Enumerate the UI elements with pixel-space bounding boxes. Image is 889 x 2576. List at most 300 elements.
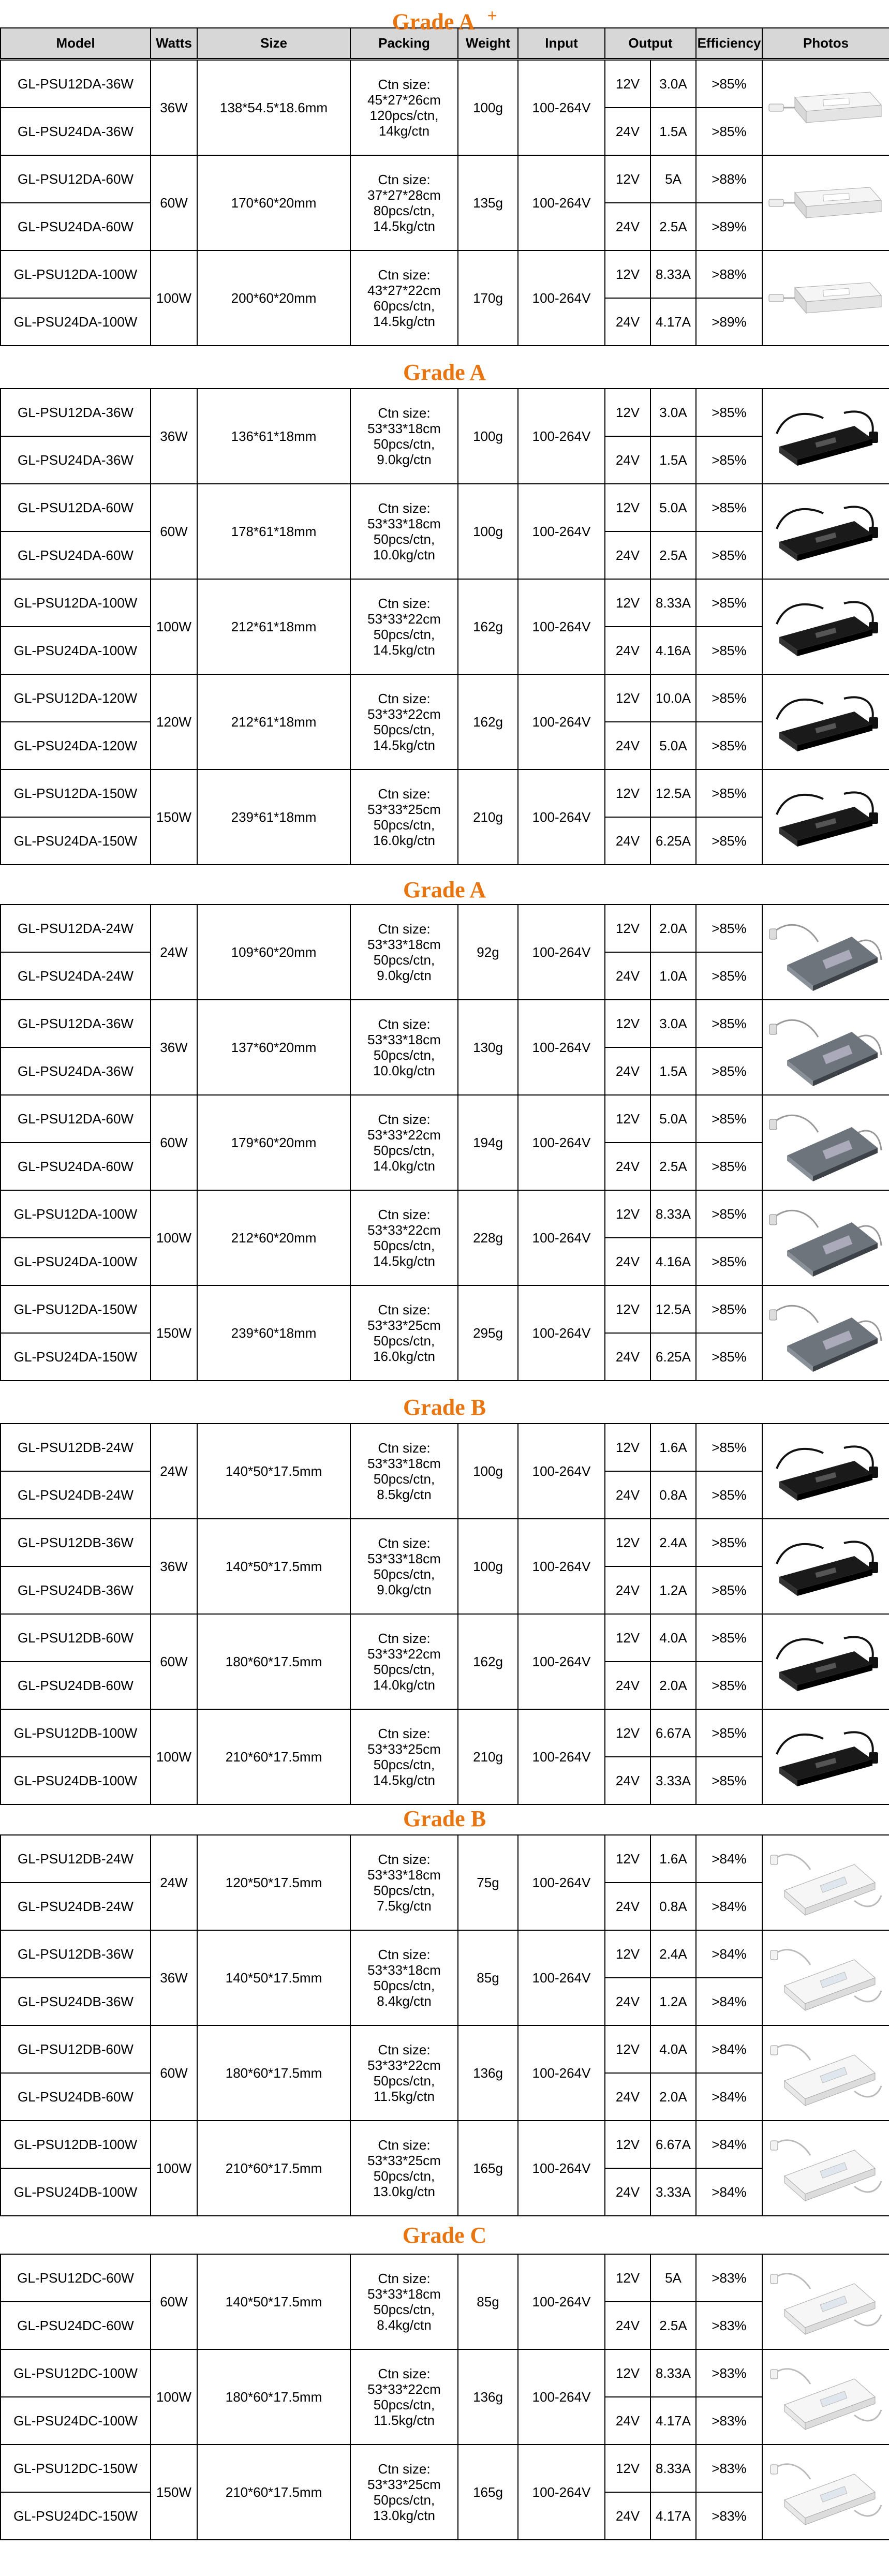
model-cell: GL-PSU24DA-150W <box>1 817 151 865</box>
packing-cell <box>350 250 458 346</box>
packing-line: Ctn size: <box>378 596 431 611</box>
efficiency-cell: >85% <box>696 722 762 769</box>
header-efficiency: Efficiency <box>696 28 762 58</box>
voltage-cell: 12V <box>605 1930 650 1978</box>
voltage-cell: 24V <box>605 2302 650 2349</box>
watts-cell: 100W <box>151 579 197 674</box>
spec-table <box>0 1423 889 1805</box>
current-cell: 2.0A <box>650 905 696 952</box>
model-cell: GL-PSU24DA-60W <box>1 203 151 250</box>
current-cell: 4.0A <box>650 1614 696 1662</box>
input-cell: 100-264V <box>518 1519 605 1614</box>
efficiency-cell: >85% <box>696 389 762 436</box>
packing-line: Ctn size: <box>378 1440 431 1456</box>
voltage-cell: 12V <box>605 1519 650 1566</box>
weight-cell: 210g <box>458 1709 518 1804</box>
model-cell: GL-PSU12DB-60W <box>1 2025 151 2073</box>
packing-line: 53*33*25cm <box>367 1317 441 1333</box>
packing-cell <box>350 2025 458 2121</box>
packing-line: 80pcs/ctn, <box>373 203 435 218</box>
packing-line: 14.0kg/ctn <box>373 1158 435 1174</box>
voltage-cell: 24V <box>605 1662 650 1709</box>
voltage-cell: 12V <box>605 1424 650 1471</box>
efficiency-cell: >83% <box>696 2302 762 2349</box>
voltage-cell: 12V <box>605 1095 650 1143</box>
packing-cell <box>350 1930 458 2025</box>
packing-line: 14.5kg/ctn <box>373 1253 435 1269</box>
size-cell: 210*60*17.5mm <box>197 1709 350 1804</box>
efficiency-cell: >84% <box>696 1978 762 2025</box>
packing-line: Ctn size: <box>378 1947 431 1962</box>
input-cell: 100-264V <box>518 1930 605 2025</box>
packing-line: 45*27*26cm <box>367 92 441 108</box>
photo-cell <box>762 1190 889 1285</box>
model-cell: GL-PSU24DC-100W <box>1 2397 151 2445</box>
current-cell: 3.0A <box>650 389 696 436</box>
table-row <box>1 60 889 108</box>
photo-cell <box>762 1095 889 1190</box>
efficiency-cell: >85% <box>696 1095 762 1143</box>
packing-line: 14kg/ctn <box>378 123 430 139</box>
voltage-cell: 24V <box>605 1757 650 1804</box>
current-cell: 3.33A <box>650 1757 696 1804</box>
packing-line: 9.0kg/ctn <box>377 1582 432 1597</box>
watts-cell: 100W <box>151 2349 197 2445</box>
model-cell: GL-PSU24DB-60W <box>1 2073 151 2121</box>
weight-cell: 162g <box>458 1614 518 1709</box>
size-cell: 180*60*17.5mm <box>197 2349 350 2445</box>
voltage-cell: 12V <box>605 2121 650 2168</box>
watts-cell: 100W <box>151 250 197 346</box>
model-cell: GL-PSU12DA-24W <box>1 905 151 952</box>
packing-line: 50pcs/ctn, <box>373 722 435 737</box>
current-cell: 6.67A <box>650 1709 696 1757</box>
table-row <box>1 2445 889 2492</box>
weight-cell: 85g <box>458 2254 518 2349</box>
weight-cell: 130g <box>458 1000 518 1095</box>
voltage-cell: 24V <box>605 2168 650 2216</box>
efficiency-cell: >83% <box>696 2254 762 2302</box>
packing-cell <box>350 674 458 769</box>
packing-cell <box>350 1000 458 1095</box>
efficiency-cell: >85% <box>696 436 762 484</box>
table-row <box>1 905 889 952</box>
power-supply-photo <box>766 1939 885 2017</box>
model-cell: GL-PSU24DA-100W <box>1 1238 151 1285</box>
packing-line: 60pcs/ctn, <box>373 298 435 314</box>
model-cell: GL-PSU24DB-24W <box>1 1883 151 1930</box>
table-row <box>1 2025 889 2073</box>
input-cell: 100-264V <box>518 2254 605 2349</box>
current-cell: 5.0A <box>650 484 696 531</box>
photo-cell <box>762 769 889 865</box>
voltage-cell: 12V <box>605 2349 650 2397</box>
voltage-cell: 24V <box>605 1471 650 1519</box>
current-cell: 5A <box>650 155 696 203</box>
voltage-cell: 12V <box>605 2445 650 2492</box>
packing-line: 53*33*18cm <box>367 516 441 531</box>
packing-line: 50pcs/ctn, <box>373 1143 435 1158</box>
input-cell: 100-264V <box>518 2121 605 2216</box>
efficiency-cell: >85% <box>696 1471 762 1519</box>
table-row <box>1 1095 889 1143</box>
grade-title <box>0 2220 889 2251</box>
packing-line: Ctn size: <box>378 1631 431 1646</box>
size-cell: 137*60*20mm <box>197 1000 350 1095</box>
packing-line: 53*33*22cm <box>367 2057 441 2073</box>
weight-cell: 100g <box>458 60 518 155</box>
photo-cell <box>762 1519 889 1614</box>
input-cell: 100-264V <box>518 484 605 579</box>
packing-cell <box>350 905 458 1000</box>
packing-cell <box>350 60 458 155</box>
weight-cell: 100g <box>458 484 518 579</box>
voltage-cell: 24V <box>605 2397 650 2445</box>
size-cell: 200*60*20mm <box>197 250 350 346</box>
voltage-cell: 24V <box>605 1566 650 1614</box>
photo-cell <box>762 2025 889 2121</box>
table-row <box>1 769 889 817</box>
packing-line: Ctn size: <box>378 172 431 187</box>
grade-label: Grade A <box>392 9 475 35</box>
packing-line: 13.0kg/ctn <box>373 2184 435 2199</box>
weight-cell: 170g <box>458 250 518 346</box>
packing-line: 8.5kg/ctn <box>377 1487 432 1502</box>
current-cell: 2.5A <box>650 2302 696 2349</box>
current-cell: 2.4A <box>650 1519 696 1566</box>
input-cell: 100-264V <box>518 2349 605 2445</box>
photo-cell <box>762 1000 889 1095</box>
table-row <box>1 579 889 627</box>
grade-label: Grade B <box>403 1806 486 1831</box>
efficiency-cell: >85% <box>696 1709 762 1757</box>
current-cell: 8.33A <box>650 2445 696 2492</box>
header-photos: Photos <box>762 28 889 58</box>
model-cell: GL-PSU12DB-36W <box>1 1930 151 1978</box>
packing-line: 50pcs/ctn, <box>373 1471 435 1487</box>
power-supply-photo <box>766 588 885 665</box>
power-supply-photo <box>766 259 885 337</box>
power-supply-photo <box>766 2263 885 2341</box>
packing-line: 9.0kg/ctn <box>377 452 432 467</box>
table-row <box>1 2254 889 2302</box>
packing-line: 16.0kg/ctn <box>373 1349 435 1364</box>
input-cell: 100-264V <box>518 2445 605 2540</box>
model-cell: GL-PSU24DC-150W <box>1 2492 151 2540</box>
watts-cell: 60W <box>151 2025 197 2121</box>
efficiency-cell: >85% <box>696 1000 762 1047</box>
packing-line: 14.5kg/ctn <box>373 314 435 329</box>
table-row <box>1 250 889 298</box>
weight-cell: 228g <box>458 1190 518 1285</box>
current-cell: 10.0A <box>650 674 696 722</box>
model-cell: GL-PSU12DC-60W <box>1 2254 151 2302</box>
size-cell: 239*60*18mm <box>197 1285 350 1381</box>
input-cell: 100-264V <box>518 1285 605 1381</box>
packing-line: 50pcs/ctn, <box>373 1047 435 1063</box>
model-cell: GL-PSU12DB-36W <box>1 1519 151 1566</box>
current-cell: 4.17A <box>650 298 696 346</box>
grade-title <box>0 1803 889 1834</box>
efficiency-cell: >85% <box>696 531 762 579</box>
efficiency-cell: >85% <box>696 1047 762 1095</box>
packing-line: 53*33*22cm <box>367 2381 441 2397</box>
current-cell: 2.4A <box>650 1930 696 1978</box>
watts-cell: 60W <box>151 2254 197 2349</box>
size-cell: 179*60*20mm <box>197 1095 350 1190</box>
current-cell: 1.5A <box>650 436 696 484</box>
voltage-cell: 12V <box>605 769 650 817</box>
efficiency-cell: >85% <box>696 108 762 155</box>
voltage-cell: 12V <box>605 250 650 298</box>
efficiency-cell: >85% <box>696 1285 762 1333</box>
packing-cell <box>350 769 458 865</box>
size-cell: 239*61*18mm <box>197 769 350 865</box>
photo-cell <box>762 1835 889 1930</box>
weight-cell: 162g <box>458 579 518 674</box>
packing-line: 37*27*28cm <box>367 187 441 203</box>
packing-line: 16.0kg/ctn <box>373 833 435 848</box>
packing-cell <box>350 155 458 250</box>
size-cell: 138*54.5*18.6mm <box>197 60 350 155</box>
packing-cell <box>350 1709 458 1804</box>
model-cell: GL-PSU12DB-24W <box>1 1835 151 1883</box>
current-cell: 6.25A <box>650 1333 696 1381</box>
input-cell: 100-264V <box>518 155 605 250</box>
model-cell: GL-PSU12DA-150W <box>1 769 151 817</box>
model-cell: GL-PSU12DB-100W <box>1 1709 151 1757</box>
packing-line: 53*33*18cm <box>367 421 441 436</box>
input-cell: 100-264V <box>518 1190 605 1285</box>
power-supply-photo <box>766 1009 885 1086</box>
efficiency-cell: >85% <box>696 60 762 108</box>
model-cell: GL-PSU12DA-100W <box>1 1190 151 1238</box>
grade-title <box>0 0 889 38</box>
efficiency-cell: >85% <box>696 1333 762 1381</box>
model-cell: GL-PSU12DA-100W <box>1 250 151 298</box>
voltage-cell: 12V <box>605 155 650 203</box>
packing-line: Ctn size: <box>378 1852 431 1867</box>
packing-line: 53*33*22cm <box>367 611 441 627</box>
model-cell: GL-PSU24DB-36W <box>1 1566 151 1614</box>
packing-line: Ctn size: <box>378 2137 431 2153</box>
packing-line: 11.5kg/ctn <box>373 2412 435 2428</box>
size-cell: 170*60*20mm <box>197 155 350 250</box>
packing-line: 53*33*18cm <box>367 1867 441 1883</box>
power-supply-photo <box>766 1104 885 1181</box>
model-cell: GL-PSU24DB-24W <box>1 1471 151 1519</box>
photo-cell <box>762 674 889 769</box>
table-row <box>1 2121 889 2168</box>
power-supply-photo <box>766 69 885 146</box>
packing-line: 11.5kg/ctn <box>373 2089 435 2104</box>
current-cell: 8.33A <box>650 1190 696 1238</box>
current-cell: 2.5A <box>650 203 696 250</box>
input-cell: 100-264V <box>518 1835 605 1930</box>
photo-cell <box>762 2349 889 2445</box>
power-supply-photo <box>766 1718 885 1796</box>
voltage-cell: 12V <box>605 905 650 952</box>
packing-line: 8.4kg/ctn <box>377 1993 432 2009</box>
voltage-cell: 12V <box>605 389 650 436</box>
efficiency-cell: >84% <box>696 1930 762 1978</box>
voltage-cell: 24V <box>605 203 650 250</box>
packing-line: 50pcs/ctn, <box>373 2397 435 2412</box>
grade-label: Grade B <box>403 1395 486 1420</box>
grade-label: Grade C <box>402 2223 487 2248</box>
photo-cell <box>762 905 889 1000</box>
table-row <box>1 1614 889 1662</box>
table-row <box>1 1000 889 1047</box>
voltage-cell: 12V <box>605 1614 650 1662</box>
packing-line: 10.0kg/ctn <box>373 1063 435 1078</box>
size-cell: 210*60*17.5mm <box>197 2445 350 2540</box>
packing-line: Ctn size: <box>378 1207 431 1222</box>
table-row <box>1 1190 889 1238</box>
size-cell: 140*50*17.5mm <box>197 1424 350 1519</box>
table-row <box>1 1519 889 1566</box>
current-cell: 5.0A <box>650 1095 696 1143</box>
efficiency-cell: >88% <box>696 155 762 203</box>
efficiency-cell: >85% <box>696 1757 762 1804</box>
current-cell: 3.0A <box>650 60 696 108</box>
power-supply-photo <box>766 778 885 856</box>
spec-table <box>0 388 889 865</box>
packing-line: Ctn size: <box>378 500 431 516</box>
weight-cell: 162g <box>458 674 518 769</box>
efficiency-cell: >84% <box>696 2168 762 2216</box>
packing-line: 9.0kg/ctn <box>377 968 432 983</box>
size-cell: 212*60*20mm <box>197 1190 350 1285</box>
packing-line: Ctn size: <box>378 2271 431 2286</box>
efficiency-cell: >85% <box>696 579 762 627</box>
watts-cell: 60W <box>151 484 197 579</box>
packing-line: 53*33*18cm <box>367 1032 441 1047</box>
current-cell: 12.5A <box>650 769 696 817</box>
watts-cell: 36W <box>151 1519 197 1614</box>
packing-line: 53*33*25cm <box>367 2153 441 2168</box>
voltage-cell: 24V <box>605 298 650 346</box>
model-cell: GL-PSU24DA-150W <box>1 1333 151 1381</box>
model-cell: GL-PSU12DA-60W <box>1 484 151 531</box>
model-cell: GL-PSU24DB-36W <box>1 1978 151 2025</box>
packing-cell <box>350 2445 458 2540</box>
table-row <box>1 1709 889 1757</box>
packing-cell <box>350 1835 458 1930</box>
voltage-cell: 24V <box>605 952 650 1000</box>
grade-title <box>0 1392 889 1423</box>
power-supply-photo <box>766 2358 885 2436</box>
packing-cell <box>350 1285 458 1381</box>
model-cell: GL-PSU12DA-60W <box>1 155 151 203</box>
packing-line: Ctn size: <box>378 1535 431 1551</box>
efficiency-cell: >83% <box>696 2492 762 2540</box>
power-supply-photo <box>766 493 885 570</box>
packing-line: Ctn size: <box>378 1016 431 1032</box>
watts-cell: 24W <box>151 1424 197 1519</box>
header-weight: Weight <box>458 28 518 58</box>
watts-cell: 100W <box>151 1709 197 1804</box>
packing-line: 50pcs/ctn, <box>373 817 435 833</box>
current-cell: 1.2A <box>650 1978 696 2025</box>
efficiency-cell: >85% <box>696 1566 762 1614</box>
power-supply-photo <box>766 1528 885 1605</box>
size-cell: 212*61*18mm <box>197 674 350 769</box>
voltage-cell: 12V <box>605 2254 650 2302</box>
efficiency-cell: >85% <box>696 484 762 531</box>
efficiency-cell: >84% <box>696 2121 762 2168</box>
size-cell: 140*50*17.5mm <box>197 1519 350 1614</box>
weight-cell: 210g <box>458 769 518 865</box>
packing-line: 50pcs/ctn, <box>373 2168 435 2184</box>
photo-cell <box>762 1285 889 1381</box>
size-cell: 109*60*20mm <box>197 905 350 1000</box>
current-cell: 1.6A <box>650 1424 696 1471</box>
input-cell: 100-264V <box>518 1614 605 1709</box>
packing-line: Ctn size: <box>378 2366 431 2381</box>
grade-label: Grade A <box>403 360 486 385</box>
packing-line: 14.5kg/ctn <box>373 642 435 658</box>
input-cell: 100-264V <box>518 1709 605 1804</box>
packing-line: Ctn size: <box>378 786 431 802</box>
grade-title <box>0 875 889 906</box>
packing-line: Ctn size: <box>378 691 431 706</box>
input-cell: 100-264V <box>518 1095 605 1190</box>
packing-cell <box>350 579 458 674</box>
efficiency-cell: >84% <box>696 1883 762 1930</box>
photo-cell <box>762 484 889 579</box>
packing-line: Ctn size: <box>378 2461 431 2477</box>
header-size: Size <box>197 28 350 58</box>
watts-cell: 60W <box>151 1095 197 1190</box>
voltage-cell: 12V <box>605 1285 650 1333</box>
packing-cell <box>350 1519 458 1614</box>
efficiency-cell: >83% <box>696 2349 762 2397</box>
current-cell: 2.0A <box>650 1662 696 1709</box>
packing-line: 53*33*18cm <box>367 1551 441 1566</box>
model-cell: GL-PSU12DA-36W <box>1 1000 151 1047</box>
packing-line: Ctn size: <box>378 1726 431 1741</box>
voltage-cell: 24V <box>605 108 650 155</box>
header-watts: Watts <box>151 28 197 58</box>
model-cell: GL-PSU24DB-60W <box>1 1662 151 1709</box>
efficiency-cell: >84% <box>696 2073 762 2121</box>
weight-cell: 295g <box>458 1285 518 1381</box>
watts-cell: 24W <box>151 905 197 1000</box>
packing-cell <box>350 1095 458 1190</box>
voltage-cell: 24V <box>605 1883 650 1930</box>
power-supply-photo <box>766 1623 885 1700</box>
efficiency-cell: >85% <box>696 1519 762 1566</box>
current-cell: 0.8A <box>650 1883 696 1930</box>
packing-line: 13.0kg/ctn <box>373 2508 435 2523</box>
model-cell: GL-PSU12DB-24W <box>1 1424 151 1471</box>
model-cell: GL-PSU24DA-24W <box>1 952 151 1000</box>
packing-line: 53*33*18cm <box>367 2286 441 2302</box>
power-supply-photo <box>766 1844 885 1921</box>
packing-line: Ctn size: <box>378 921 431 937</box>
packing-cell <box>350 2121 458 2216</box>
watts-cell: 100W <box>151 2121 197 2216</box>
watts-cell: 150W <box>151 1285 197 1381</box>
current-cell: 3.0A <box>650 1000 696 1047</box>
packing-line: 50pcs/ctn, <box>373 2302 435 2317</box>
voltage-cell: 12V <box>605 579 650 627</box>
power-supply-photo <box>766 397 885 475</box>
weight-cell: 85g <box>458 1930 518 2025</box>
weight-cell: 135g <box>458 155 518 250</box>
voltage-cell: 24V <box>605 531 650 579</box>
